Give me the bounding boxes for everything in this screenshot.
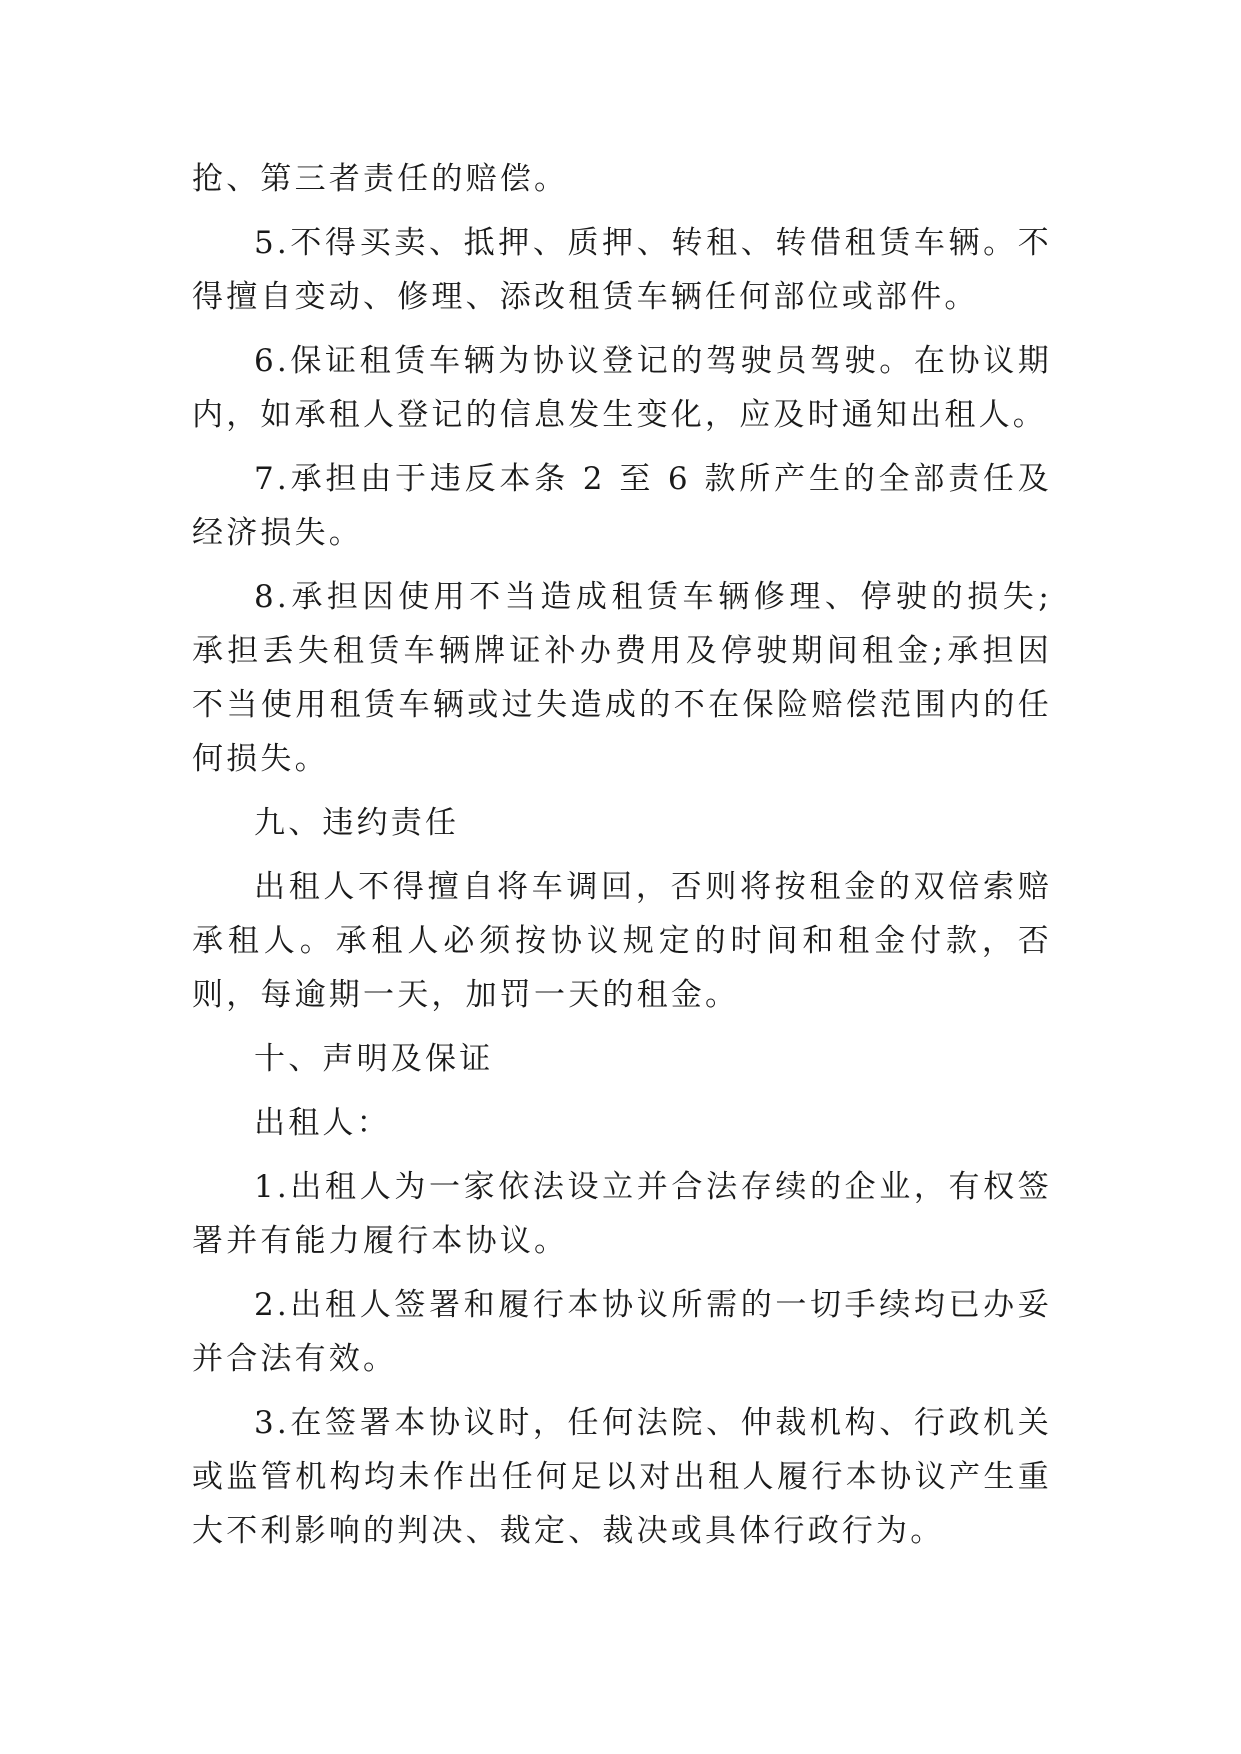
section-heading-breach: 九、违约责任: [254, 805, 460, 841]
section-heading-declarations: 十、声明及保证: [254, 1041, 494, 1077]
lessor-label: 出租人：: [254, 1105, 391, 1141]
paragraph-continuation: 抢、第三者责任的赔偿。: [192, 161, 569, 197]
paragraph-item-5: 5.不得买卖、抵押、质押、转租、转借租赁车辆。不得擅自变动、修理、添改租赁车辆任何部位或部件。: [192, 225, 1052, 315]
declaration-item-1: 1.出租人为一家依法设立并合法存续的企业，有权签署并有能力履行本协议。: [192, 1169, 1052, 1259]
paragraph-breach-terms: 出租人不得擅自将车调回，否则将按租金的双倍索赔承租人。承租人必须按协议规定的时间和租金付款，否则，每逾期一天，加罚一天的租金。: [192, 869, 1052, 1013]
paragraph-item-8: 8.承担因使用不当造成租赁车辆修理、停驶的损失;承担丢失租赁车辆牌证补办费用及停驶期间租金;承担因不当使用租赁车辆或过失造成的不在保险赔偿范围内的任何损失。: [192, 579, 1052, 777]
document-body: [192, 152, 1052, 1568]
declaration-item-3: 3.在签署本协议时，任何法院、仲裁机构、行政机关或监管机构均未作出任何足以对出租人履行本协议产生重大不利影响的判决、裁定、裁决或具体行政行为。: [192, 1405, 1052, 1549]
paragraph-item-7: 7.承担由于违反本条 2 至 6 款所产生的全部责任及经济损失。: [192, 461, 1052, 551]
declaration-item-2: 2.出租人签署和履行本协议所需的一切手续均已办妥并合法有效。: [192, 1287, 1052, 1377]
paragraph-item-6: 6.保证租赁车辆为协议登记的驾驶员驾驶。在协议期内，如承租人登记的信息发生变化，应及时通知出租人。: [192, 343, 1052, 433]
